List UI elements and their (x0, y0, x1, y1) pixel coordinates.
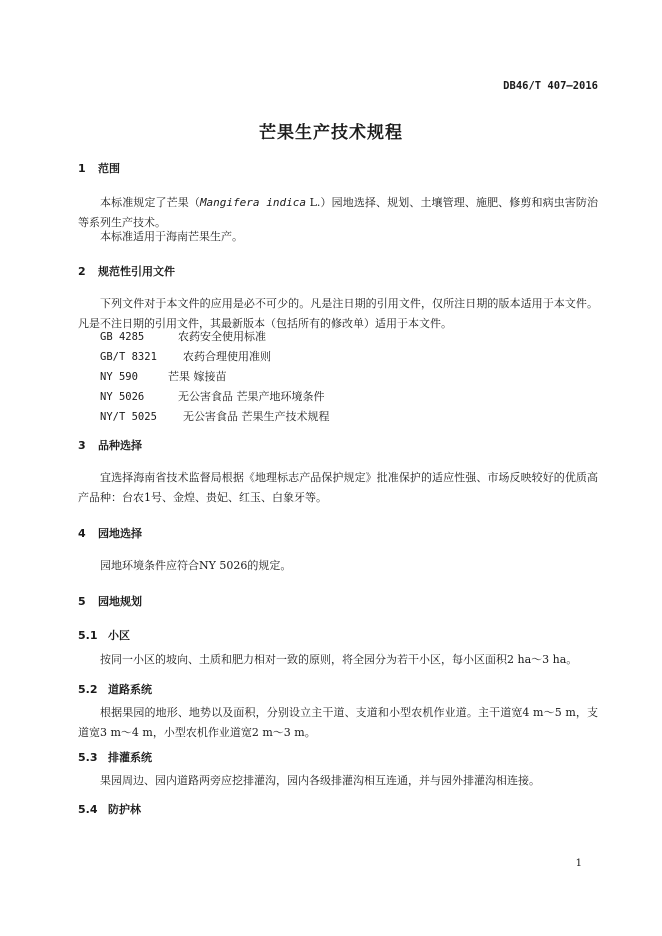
section-4-paragraph-1: 园地环境条件应符合NY 5026的规定。 (100, 559, 292, 572)
latin-name: Mangifera indica (199, 196, 307, 209)
reference-list (100, 327, 330, 427)
section-number: 5 (78, 595, 86, 608)
subsection-5-3-paragraph: 果园周边、园内道路两旁应挖排灌沟，园内各级排灌沟相互连通，并与园外排灌沟相连接。 (100, 774, 540, 787)
subsection-title: 道路系统 (108, 683, 152, 696)
section-3-paragraph-1: 宜选择海南省技术监督局根据《地理标志产品保护规定》批准保护的适应性强、市场反映较好的优质高产品种：台农1号、金煌、贵妃、红玉、白象牙等。 (78, 471, 598, 504)
section-2-heading (78, 263, 175, 279)
reference-code: GB/T 8321 (100, 351, 157, 363)
section-title: 规范性引用文件 (98, 265, 175, 278)
section-title: 园地选择 (98, 527, 142, 540)
subsection-number: 5.4 (78, 803, 98, 816)
subsection-5-1-paragraph: 按同一小区的坡向、土质和肥力相对一致的原则，将全园分为若干小区，每小区面积2 ha～3 ha。 (100, 653, 578, 666)
section-number: 3 (78, 439, 86, 452)
subsection-title: 小区 (108, 629, 130, 642)
section-5-heading (78, 593, 142, 609)
section-2-paragraph-1: 下列文件对于本文件的应用是必不可少的。凡是注日期的引用文件，仅所注日期的版本适用于本文件。凡是不注日期的引用文件，其最新版本（包括所有的修改单）适用于本文件。 (78, 297, 598, 330)
document-title: 芒果生产技术规程 (259, 123, 403, 143)
subsection-number: 5.2 (78, 683, 98, 696)
subsection-number: 5.1 (78, 629, 98, 642)
reference-code: NY 590 (100, 371, 138, 383)
reference-item (100, 327, 330, 347)
text-run: 本标准规定了芒果（ (100, 196, 200, 209)
section-1-heading (78, 160, 120, 176)
section-1-paragraph-2: 本标准适用于海南芒果生产。 (100, 230, 243, 243)
subsection-number: 5.3 (78, 751, 98, 764)
reference-name: 农药合理使用准则 (183, 350, 271, 363)
reference-item (100, 387, 330, 407)
text-run: L.）园地选择、规划、土壤管理、施肥、修剪和病虫害防治等系列生产技术。 (78, 196, 599, 229)
reference-name: 无公害食品 芒果产地环境条件 (178, 390, 325, 403)
subsection-5-1-heading (78, 627, 130, 643)
reference-code: GB 4285 (100, 331, 145, 343)
document-code: DB46/T 407—2016 (503, 80, 598, 92)
section-title: 园地规划 (98, 595, 142, 608)
section-number: 1 (78, 162, 86, 175)
subsection-5-2-paragraph: 根据果园的地形、地势以及面积，分别设立主干道、支道和小型农机作业道。主干道宽4 m～5 m，支道宽3 m～4 m，小型农机作业道宽2 m～3 m。 (78, 706, 598, 739)
reference-item (100, 407, 330, 427)
section-number: 2 (78, 265, 86, 278)
subsection-5-3-heading (78, 749, 152, 765)
page-number: 1 (575, 858, 582, 869)
section-3-heading (78, 437, 142, 453)
reference-item (100, 367, 330, 387)
section-title: 品种选择 (98, 439, 142, 452)
reference-name: 无公害食品 芒果生产技术规程 (183, 410, 330, 423)
section-number: 4 (78, 527, 86, 540)
reference-code: NY/T 5025 (100, 411, 157, 423)
subsection-title: 防护林 (108, 803, 141, 816)
reference-name: 芒果 嫁接苗 (168, 370, 227, 383)
subsection-5-4-heading (78, 801, 141, 817)
subsection-5-2-heading (78, 681, 152, 697)
reference-code: NY 5026 (100, 391, 145, 403)
reference-name: 农药安全使用标准 (178, 330, 266, 343)
reference-item (100, 347, 330, 367)
subsection-title: 排灌系统 (108, 751, 152, 764)
section-4-heading (78, 525, 142, 541)
section-title: 范围 (98, 162, 120, 175)
